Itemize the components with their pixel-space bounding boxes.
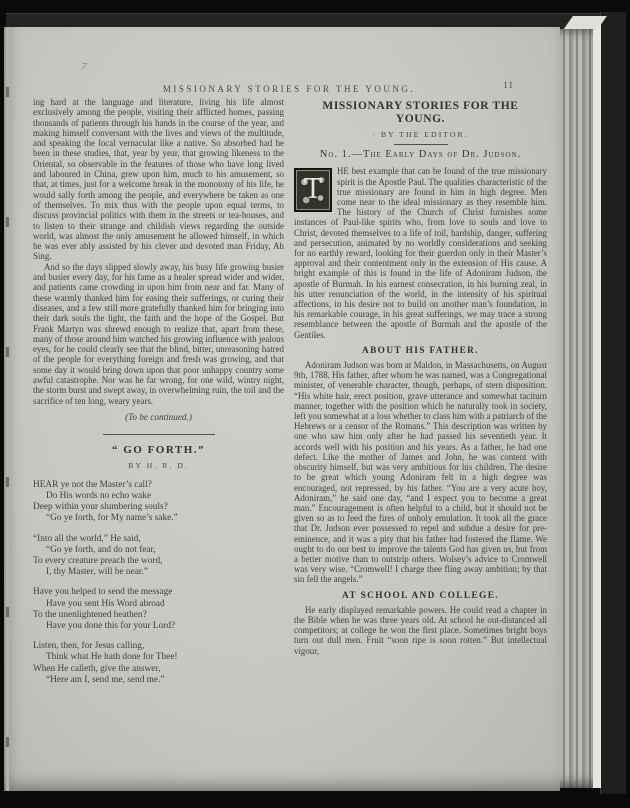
- poem-line: Have you helped to send the message: [33, 587, 173, 598]
- article-title: [294, 100, 547, 126]
- section-heading-at-school-and-college: AT SCHOOL AND COLLEGE.: [341, 590, 500, 601]
- poem-line: “Go ye forth, for My name’s sake.”: [46, 513, 178, 524]
- poem-stanza-3: [33, 587, 284, 632]
- poem-title: “ GO FORTH.”: [111, 444, 206, 457]
- article-byline: · BY THE EDITOR.: [372, 130, 469, 139]
- poem-line: To the unenlightened heathen?: [33, 609, 147, 620]
- poem-line: “Into all the world,” He said,: [33, 533, 141, 544]
- about-his-father-paragraph: Adoniram Judson was born at Maldon, in Massachusetts, on August 9th, 1788. His father, after whom he was named, was a Congregational minister, of venerable character, though, perhaps, of stern disposition. “His white hair, erect position, grave utterance and somewhat taciturn manner, together with the position which he naturally took in society, left you somewhat at a loss whether to class him with a patriarch of the Hebrews or a censor of the Romans.” This description was written by one who saw him only after he had passed his seventieth year. It accords well with his position and his years. As a father, he had one defect. Like the mother of James and John, he was content with obscurity himself, but was very ambitious for his children. The desire to be great which young Adoniram felt in a high degree was encouraged, not repressed, by his father. “You are a very acute boy, Adoniram,” he said one day, “and I expect you to become a great man.” Encouragement is often helpful to a child, but it should not be given so as to feed the fires of unholy emulation. It took all the grace that Dr. Judson ever possessed to repel and subdue a desire for pre-eminence, and it was a pity that his father had fostered the flame. We ought to do our best to improve the talents God has given us, but from a better motive than to outstrip others. Wolsey’s advice to Cromwell was very wise. “Cromwell! I charge thee fling away ambition; by that sin fell the angels.”: [294, 360, 547, 585]
- intro-paragraph-text: HE best example that can be found of the true missionary spirit is the Apostle Paul. The qualities characteristic of the true missionary are found in him in high degree. Men come near to the ideal missionary as they resemble him. The history of the Church of Christ furnishes some instances of Paul-like spirits who, from love to souls and love to Christ, devoted themselves to a life of toil, hardship, danger, suffering and persecution, animated by no worldly considerations and seeking for no earthly reward, looking for their guerdon only in their Master’s approval and their contentment only in the extension of His cause. A bright example of this is found in the life of Adoniram Judson, the apostle of Burmah. In his earnest consecration, in his burning zeal, in his utter renunciation of the world, in the intensity of his spiritual affections, in his desire not to build on another man’s foundation, in his remarkable courage, in his great sufferings, we may trace a strong resemblance between the apostle of Burmah and the apostle of the Gentiles.: [294, 166, 547, 340]
- poem-line: Listen, then, for Jesus calling,: [33, 641, 145, 652]
- article-divider-rule: [103, 434, 215, 435]
- poem-byline: BY H. R. D.: [128, 460, 189, 470]
- page-number: 11: [503, 80, 514, 90]
- left-paragraph-2: And so the days slipped slowly away, his busy life growing busier and busier every day, for his fame as a healer spread wider and wider, and patients came crowding in upon him from near and far. Many of these warmly thanked him for easing their sufferings, or curing their diseases, and a few still more gratefully thanked him for bringing into their dark souls the light, the faith and the hope of the Gospel. But Frank Martyn was shrewd enough to realize that, apart from these, many of those around him watched his growing influence with jealous eyes, for he could clearly see that the blind, bitter, unreasoning hatred of the people for everything foreign and fresh was growing, and that some day it would bring down upon that poor unhappy country some awful catastrophe. Nor was he far wrong, for one wild, wintry night, the storm burst and swept away, in overwhelming ruin, the toil and the sacrifice of ten long, weary years.: [33, 261, 284, 406]
- poem-line: Do His words no echo wake: [46, 491, 152, 501]
- right-column: [294, 97, 547, 686]
- poem-line: Have you sent His Word abroad: [46, 598, 165, 609]
- ornamental-drop-cap: T: [294, 168, 332, 212]
- binding-stitches: [6, 27, 9, 791]
- running-header-title: MISSIONARY STORIES FOR THE YOUNG.: [162, 84, 416, 94]
- text-columns: [33, 97, 547, 686]
- poem-line: I, thy Master, will be near.”: [46, 567, 148, 578]
- intro-paragraph: [294, 166, 547, 339]
- poem-line: When He calleth, give the answer,: [33, 663, 161, 674]
- at-school-and-college-paragraph: He early displayed remarkable powers. He could read a chapter in the Bible when he was three years old. At school he out-distanced all competitors; at college he won the first place. Sometimes bright boys turn out dull men. Fruit “soon ripe is soon rotten.” But intellectual vigour,: [294, 604, 547, 656]
- poem-line: To every creature preach the word,: [33, 556, 163, 567]
- to-be-continued-note: (To be continued.): [125, 411, 192, 422]
- article-subtitle: No. 1.—The Early Days of Dr. Judson.: [319, 149, 522, 161]
- article-title-line-2: YOUNG.: [395, 113, 446, 125]
- poem-stanza-1: [33, 480, 284, 525]
- left-paragraph-continuation: ing hard at the language and literature, living his life almost exclusively among the people, visiting their afflicted homes, passing thousands of patients through his hands in the course of the year, and making himself conversant with the lives and views of the multitude, and speaking the local vernacular like a native. So absorbed had he been in these studies, that, year by year, that growing likeness to the Oriental, so observable in the features of those who have long lived and laboured in China, grew upon him, much to his amusement, so that, at times, just for a welcome break in the monotony of his life, he would sally forth among the people, and everywhere be taken as one of themselves. To mix thus with the people upon equal terms, to discuss provincial politics with them in the streets or tea-houses, and to listen to their strange and childish views regarding the outside world, was almost the only amusement he allowed himself, in which he was ever ably assisted by his clever and devoted man Friday, Ah Sing.: [33, 97, 284, 262]
- pencil-mark: 7: [80, 60, 88, 74]
- poem-line: Have you done this for your Lord?: [46, 621, 176, 632]
- scanned-page: [4, 27, 560, 791]
- poem-line: “Go ye forth, and do not fear,: [46, 544, 156, 555]
- poem-line: HEAR ye not the Master’s call?: [33, 479, 152, 490]
- article-title-line-1: MISSIONARY STORIES FOR THE: [322, 100, 519, 112]
- section-heading-about-his-father: ABOUT HIS FATHER.: [361, 345, 480, 356]
- poem-stanza-2: [33, 534, 284, 579]
- byline-rule: [394, 144, 448, 145]
- poem-stanza-4: [33, 641, 284, 686]
- book-cover-right-edge: [600, 12, 626, 794]
- running-header: [33, 79, 545, 97]
- poem-line: Think what He hath done for Thee!: [46, 652, 178, 663]
- poem-line: “Here am I, send me, send me.”: [46, 674, 165, 685]
- left-column: [33, 97, 284, 686]
- poem-line: Deep within your slumbering souls?: [33, 502, 168, 513]
